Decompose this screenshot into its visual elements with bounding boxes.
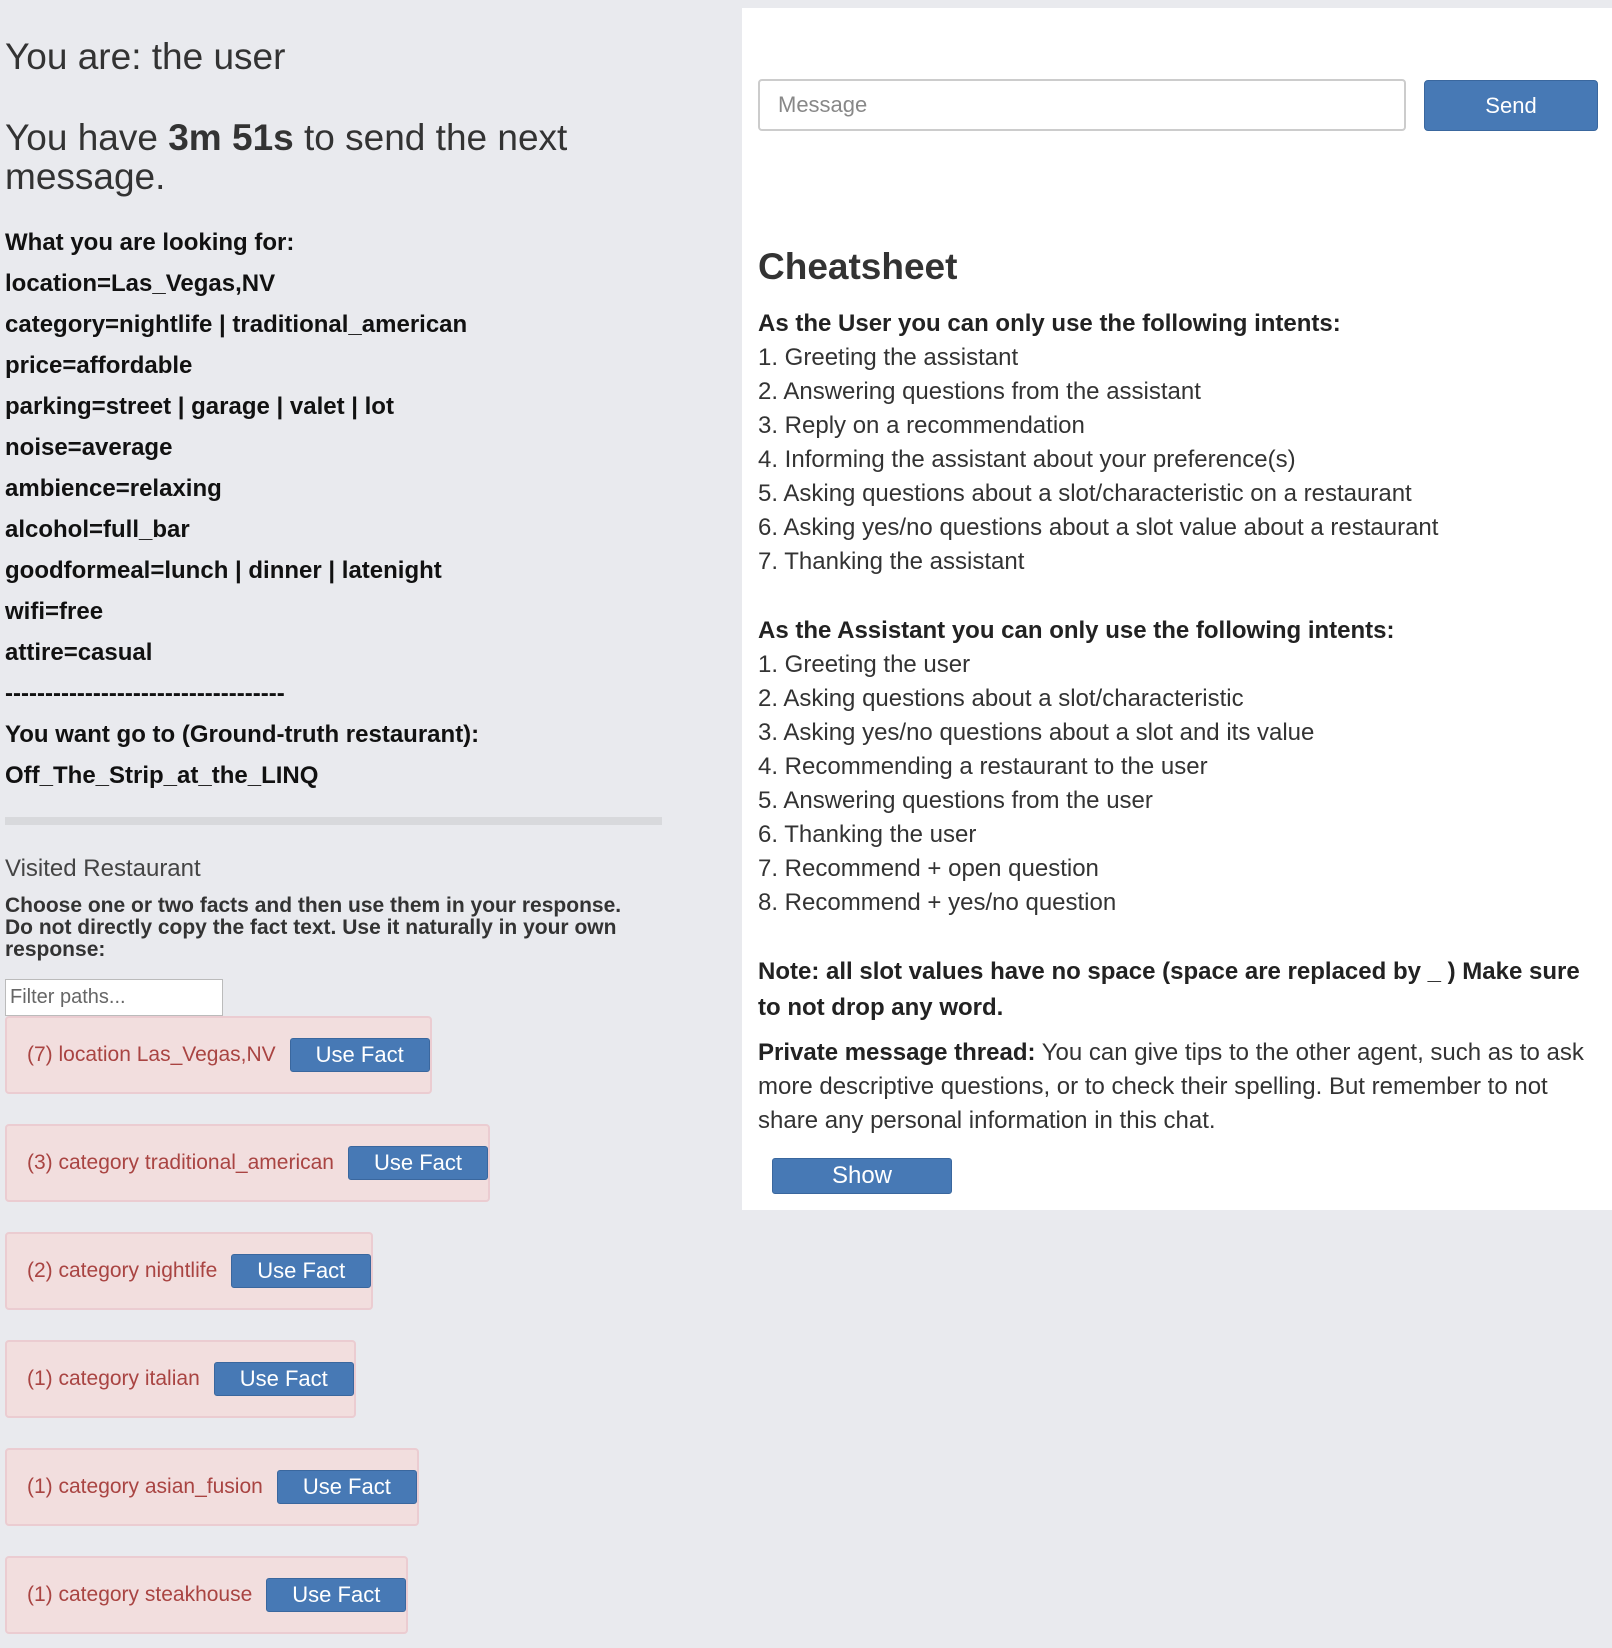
role-heading: You are: the user (5, 36, 286, 77)
goal-heading: What you are looking for: (5, 229, 295, 256)
assistant-intent-item: 2. Asking questions about a slot/characteristic (758, 685, 1244, 712)
user-intent-item: 2. Answering questions from the assistant (758, 378, 1201, 405)
assistant-intents-heading: As the Assistant you can only use the following intents: (758, 617, 1395, 644)
use-fact-button[interactable]: Use Fact (277, 1470, 417, 1504)
goal-separator: ----------------------------------- (5, 680, 285, 707)
fact-label: (7) location Las_Vegas,NV (27, 1043, 276, 1066)
private-thread-label: Private message thread: (758, 1039, 1036, 1066)
private-thread-text: You can give tips to the other agent, such as to ask more descriptive questions, or to check their spelling. But remember to not share any personal information in this chat. (758, 1039, 1584, 1134)
send-button[interactable]: Send (1424, 80, 1598, 131)
user-intents-heading: As the User you can only use the following intents: (758, 310, 1341, 337)
fact-label: (1) category asian_fusion (27, 1475, 263, 1498)
goal-line: noise=average (5, 434, 173, 461)
goal-line: location=Las_Vegas,NV (5, 270, 276, 297)
spacer (758, 579, 1598, 614)
cheatsheet-title: Cheatsheet (758, 246, 958, 287)
goal-list (5, 222, 655, 796)
fact-card (5, 1232, 373, 1310)
fact-card (5, 1016, 432, 1094)
visited-instructions: Choose one or two facts and then use them in your response. Do not directly copy the fact text. Use it naturally in your own response: (5, 894, 622, 961)
right-panel (742, 8, 1612, 1210)
visited-restaurant-title: Visited Restaurant (5, 855, 201, 882)
fact-card (5, 1340, 356, 1418)
timer-suffix: to send the next message. (5, 117, 568, 197)
assistant-intent-item: 1. Greeting the user (758, 651, 971, 678)
use-fact-button[interactable]: Use Fact (290, 1038, 430, 1072)
fact-card (5, 1556, 408, 1634)
timer-heading (5, 118, 645, 196)
message-input[interactable] (758, 79, 1406, 131)
assistant-intent-item: 6. Thanking the user (758, 821, 977, 848)
show-private-thread-button[interactable]: Show (772, 1158, 952, 1194)
user-intent-item: 6. Asking yes/no questions about a slot value about a restaurant (758, 514, 1439, 541)
use-fact-button[interactable]: Use Fact (231, 1254, 371, 1288)
filter-paths-input[interactable] (5, 979, 223, 1016)
use-fact-button[interactable]: Use Fact (214, 1362, 354, 1396)
fact-label: (3) category traditional_american (27, 1151, 334, 1174)
slot-note: Note: all slot values have no space (space are replaced by _ ) Make sure to not drop any word. (758, 958, 1580, 1021)
use-fact-button[interactable]: Use Fact (266, 1578, 406, 1612)
assistant-intent-item: 4. Recommending a restaurant to the user (758, 753, 1208, 780)
private-thread-note (758, 1036, 1598, 1138)
fact-label: (1) category italian (27, 1367, 200, 1390)
assistant-intent-item: 5. Answering questions from the user (758, 787, 1153, 814)
user-intent-item: 7. Thanking the assistant (758, 548, 1025, 575)
assistant-intent-item: 7. Recommend + open question (758, 855, 1099, 882)
fact-label: (2) category nightlife (27, 1259, 218, 1282)
section-divider (5, 817, 662, 825)
fact-label: (1) category steakhouse (27, 1583, 253, 1606)
timer-value: 3m 51s (168, 117, 294, 158)
use-fact-button[interactable]: Use Fact (348, 1146, 488, 1180)
goal-line: price=affordable (5, 352, 193, 379)
fact-card (5, 1448, 419, 1526)
assistant-intent-item: 8. Recommend + yes/no question (758, 889, 1117, 916)
timer-prefix: You have (5, 117, 169, 158)
cheatsheet-body (758, 307, 1598, 1138)
user-intent-item: 4. Informing the assistant about your preference(s) (758, 446, 1296, 473)
goal-line: parking=street | garage | valet | lot (5, 393, 394, 420)
fact-card (5, 1124, 490, 1202)
goal-line: alcohol=full_bar (5, 516, 190, 543)
assistant-intent-item: 3. Asking yes/no questions about a slot and its value (758, 719, 1315, 746)
goal-line: attire=casual (5, 639, 153, 666)
target-restaurant: Off_The_Strip_at_the_LINQ (5, 762, 319, 789)
goal-line: goodformeal=lunch | dinner | latenight (5, 557, 442, 584)
goal-line: wifi=free (5, 598, 104, 625)
goal-line: category=nightlife | traditional_american (5, 311, 468, 338)
user-intent-item: 5. Asking questions about a slot/characteristic on a restaurant (758, 480, 1412, 507)
user-intent-item: 1. Greeting the assistant (758, 344, 1019, 371)
target-heading: You want go to (Ground-truth restaurant): (5, 721, 480, 748)
goal-line: ambience=relaxing (5, 475, 222, 502)
user-intent-item: 3. Reply on a recommendation (758, 412, 1085, 439)
